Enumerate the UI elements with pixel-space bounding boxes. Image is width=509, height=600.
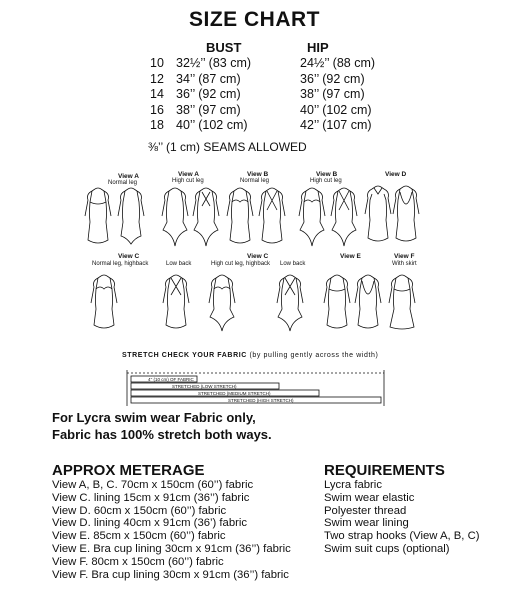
size-cell: 12 <box>150 71 164 86</box>
meterage-heading: APPROX METERAGE <box>52 462 205 479</box>
meterage-item: View F. Bra cup lining 30cm x 91cm (36’’) fabric <box>52 568 289 581</box>
requirement-item: Polyester thread <box>324 504 407 517</box>
meterage-item: View D. lining 40cm x 91cm (36’) fabric <box>52 517 248 530</box>
bust-cell: 38’’ (97 cm) <box>176 102 241 117</box>
meterage-item: View A, B, C. 70cm x 150cm (60’’) fabric <box>52 479 254 491</box>
bust-cell: 32½’’ (83 cm) <box>176 56 252 70</box>
size-chart-title: SIZE CHART <box>189 8 320 31</box>
requirement-item: Swim suit cups (optional) <box>324 542 450 555</box>
stretch-bar-label: STRETCHED (HIGH STRETCH) <box>228 398 294 403</box>
view-note: High cut leg, highback <box>211 261 271 267</box>
view-label: View B <box>316 171 338 178</box>
bust-cell: 34’’ (87 cm) <box>176 71 241 86</box>
view-note: High cut leg <box>310 178 342 184</box>
stretch-title-text: STRETCH CHECK YOUR FABRIC <box>122 352 247 359</box>
stretch-bar-label: STRETCHED (LOW STRETCH) <box>172 384 237 389</box>
swimsuit-figure <box>118 188 144 244</box>
stretch-check-title <box>122 352 378 359</box>
hip-cell: 36’’ (92 cm) <box>300 71 365 86</box>
view-label: View B <box>247 171 269 178</box>
meterage-item: View E. Bra cup lining 30cm x 91cm (36’’) fabric <box>52 542 291 555</box>
view-note: Low back <box>166 261 192 267</box>
meterage-item: View C. lining 15cm x 91cm (36’’) fabric <box>52 491 250 504</box>
view-note: Normal leg <box>240 178 270 184</box>
view-label: View A <box>118 173 139 180</box>
requirements-heading: REQUIREMENTS <box>324 462 445 479</box>
meterage-item: View F. 80cm x 150cm (60’’) fabric <box>52 555 224 568</box>
swimsuit-figure <box>91 275 117 328</box>
swimsuit-figure <box>227 188 253 243</box>
swimsuit-figure <box>365 186 391 241</box>
view-note: With skirt <box>392 261 417 267</box>
stretch-diagram <box>127 370 384 406</box>
swimsuit-figure <box>331 188 357 246</box>
stretch-note-text: (by pulling gently across the width) <box>249 352 379 359</box>
view-note: Normal leg <box>108 180 138 186</box>
view-label: View F <box>394 253 415 260</box>
requirement-item: Lycra fabric <box>324 479 382 491</box>
meterage-item: View D. 60cm x 150cm (60’’) fabric <box>52 504 227 517</box>
swimsuit-figure <box>299 188 325 246</box>
swimsuit-figure <box>259 188 285 243</box>
swimsuit-figure <box>209 275 235 331</box>
lycra-note-line: Fabric has 100% stretch both ways. <box>52 427 272 442</box>
view-label: View A <box>178 171 199 178</box>
requirements-list <box>324 479 480 556</box>
size-cell: 10 <box>150 56 164 70</box>
view-label: View C <box>247 253 269 260</box>
view-label: View C <box>118 253 140 260</box>
swimsuit-figure <box>193 188 219 246</box>
view-label: View E <box>340 253 361 260</box>
size-cell: 18 <box>150 118 164 133</box>
size-cell: 16 <box>150 102 164 117</box>
bust-cell: 36’’ (92 cm) <box>176 87 241 102</box>
meterage-list <box>52 479 291 581</box>
requirement-item: Two strap hooks (View A, B, C) <box>324 530 480 543</box>
swimsuit-figure <box>393 186 419 241</box>
swimsuit-figure <box>85 188 111 243</box>
stretch-bar-label: 4’’ (10 cm) OF FABRIC <box>148 377 194 382</box>
swimsuit-figure <box>324 275 350 328</box>
view-note: High cut leg <box>172 178 204 184</box>
swimsuit-figure <box>355 275 381 328</box>
stretch-bar-label: STRETCHED (MEDIUM STRETCH) <box>198 391 271 396</box>
size-cell: 14 <box>150 87 164 102</box>
bust-column-header: BUST <box>206 40 242 55</box>
hip-cell: 42’’ (107 cm) <box>300 118 372 133</box>
requirement-item: Swim wear lining <box>324 517 409 530</box>
requirement-item: Swim wear elastic <box>324 491 415 504</box>
view-note: Low back <box>280 261 306 267</box>
hip-column-header: HIP <box>307 40 329 55</box>
hip-cell: 38’’ (97 cm) <box>300 87 365 102</box>
lycra-note-line: For Lycra swim wear Fabric only, <box>52 410 256 425</box>
swimsuit-figure <box>277 275 303 331</box>
view-label: View D <box>385 171 407 178</box>
view-note: Normal leg, highback <box>92 261 149 267</box>
hip-cell: 40’’ (102 cm) <box>300 102 372 117</box>
meterage-item: View E. 85cm x 150cm (60’’) fabric <box>52 530 226 543</box>
bust-cell: 40’’ (102 cm) <box>176 118 248 133</box>
hip-cell: 24½’’ (88 cm) <box>300 56 376 70</box>
seams-allowance: ⅜’’ (1 cm) SEAMS ALLOWED <box>148 140 307 154</box>
swimsuit-figure <box>162 188 188 246</box>
swimsuit-figure <box>389 275 415 329</box>
swimsuit-figure <box>163 275 189 328</box>
lycra-note <box>52 409 272 443</box>
